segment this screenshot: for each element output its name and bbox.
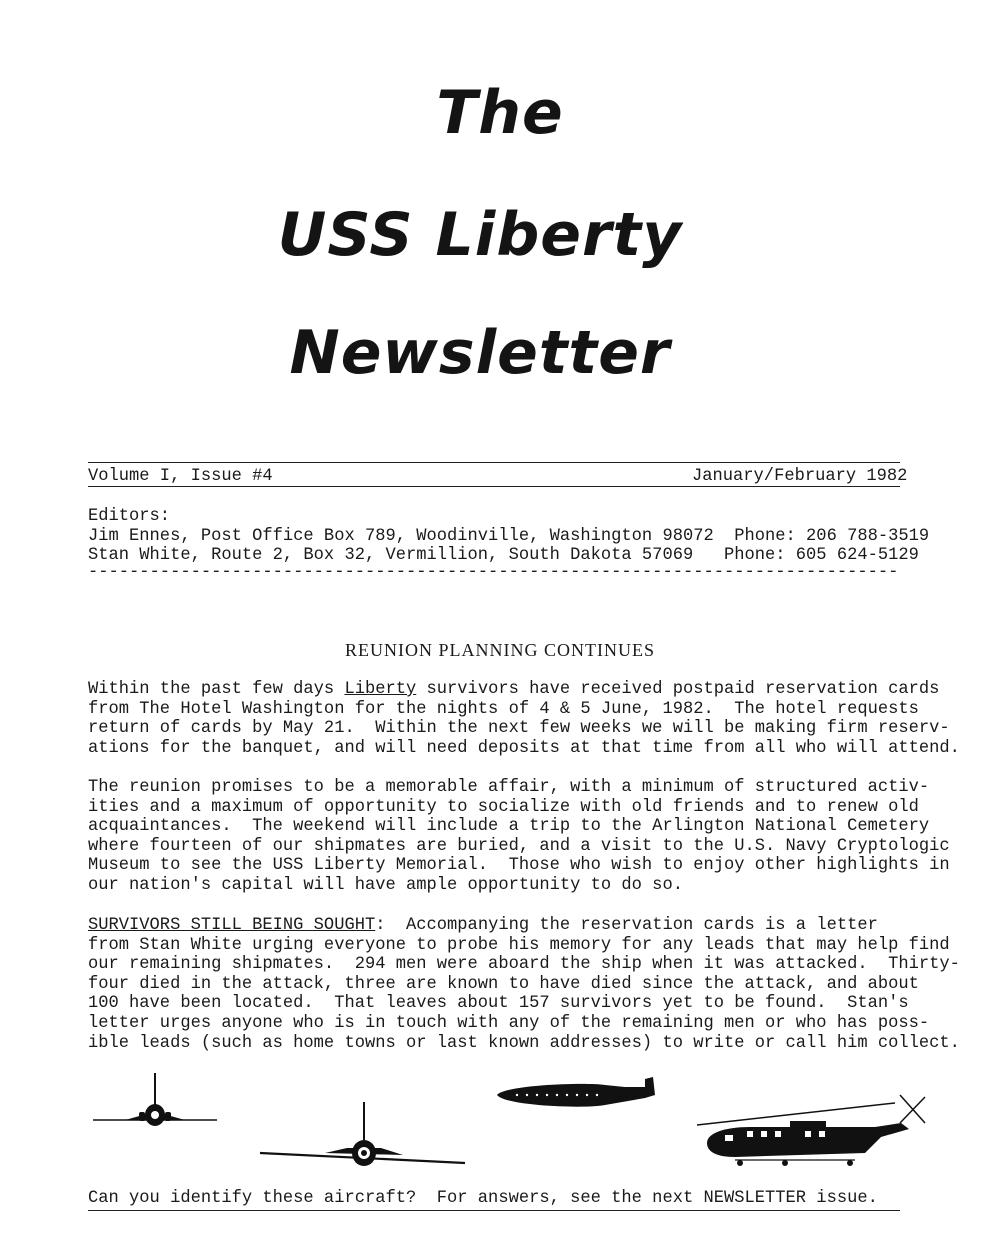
blimp-side-view-icon [497, 1077, 655, 1107]
p2-line-3: acquaintances. The weekend will include a trip to the Arlington National Cemetery [88, 817, 930, 837]
editors-block [88, 507, 929, 566]
p3-text-rest: : Accompanying the reservation cards is a letter [375, 916, 878, 935]
p2-line-2: ities and a maximum of opportunity to socialize with old friends and to renew old [88, 797, 919, 817]
aircraft-illustrations [85, 1065, 945, 1185]
section-lead-underlined: SURVIVORS STILL BEING SOUGHT [88, 916, 376, 935]
p1-line-2: from The Hotel Washington for the nights of 4 & 5 June, 1982. The hotel requests [88, 699, 919, 719]
jet-front-view-icon [260, 1102, 465, 1166]
p1-line-3: return of cards by May 21. Within the next few weeks we will be making firm reserv- [88, 719, 950, 739]
masthead-line-1: The [436, 78, 564, 148]
editors-heading: Editors: [88, 507, 171, 526]
issue-top-rule [88, 462, 900, 463]
p2-line-4: where fourteen of our shipmates are buried, and a visit to the U.S. Navy Cryptologic [88, 836, 950, 856]
editor-line-1: Jim Ennes, Post Office Box 789, Woodinville, Washington 98072 Phone: 206 788-3519 [88, 526, 930, 546]
p3-line-2: from Stan White urging everyone to probe his memory for any leads that may help find [88, 935, 950, 955]
separator-line: ------------------------------------------------------------------------------- [88, 563, 899, 582]
issue-volume: Volume I, Issue #4 [88, 467, 273, 486]
p2-line-5: Museum to see the USS Liberty Memorial. Those who wish to enjoy other highlights in [88, 856, 950, 876]
masthead-line-3: Newsletter [289, 318, 671, 388]
p1-line-4: ations for the banquet, and will need deposits at that time from all who will attend. [88, 738, 960, 758]
paragraph-3 [88, 916, 960, 1053]
paragraph-2 [88, 778, 950, 896]
masthead-line-2: USS Liberty [277, 200, 683, 270]
aircraft-caption: Can you identify these aircraft? For answers, see the next NEWSLETTER issue. [88, 1189, 878, 1208]
p3-line-4: four died in the attack, three are known to have died since the attack, and about [88, 974, 919, 994]
issue-bottom-rule [88, 486, 900, 487]
p3-line-7: ible leads (such as home towns or last known addresses) to write or call him collect. [88, 1033, 960, 1053]
p1-text-start: Within the past few days [88, 680, 345, 699]
p3-line-3: our remaining shipmates. 294 men were aboard the ship when it was attacked. Thirty- [88, 955, 960, 975]
caption-rule [88, 1210, 900, 1211]
ship-name-underlined: Liberty [344, 680, 417, 699]
jet-front-view-icon [93, 1073, 217, 1126]
p2-line-6: our nation's capital will have ample opportunity to do so. [88, 875, 683, 895]
helicopter-side-view-icon [697, 1095, 925, 1166]
article-headline: REUNION PLANNING CONTINUES [345, 640, 655, 660]
issue-date: January/February 1982 [692, 467, 908, 486]
p2-line-1: The reunion promises to be a memorable affair, with a minimum of structured activ- [88, 778, 930, 797]
p3-line-5: 100 have been located. That leaves about 157 survivors yet to be found. Stan's [88, 994, 909, 1014]
p1-text-rest: survivors have received postpaid reservation cards [416, 680, 940, 699]
paragraph-1 [88, 680, 960, 758]
editor-line-2: Stan White, Route 2, Box 32, Vermillion, South Dakota 57069 Phone: 605 624-5129 [88, 546, 919, 566]
p3-line-6: letter urges anyone who is in touch with any of the remaining men or who has poss- [88, 1013, 930, 1033]
